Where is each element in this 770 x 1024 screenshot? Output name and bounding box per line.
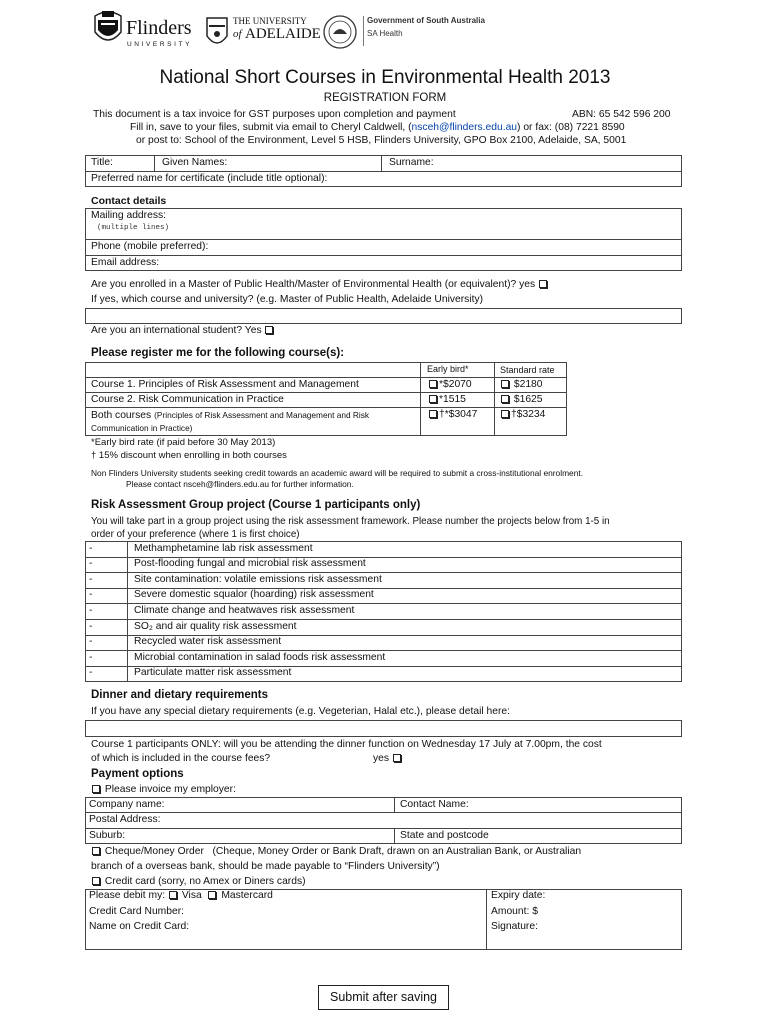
- course-1-early-checkbox[interactable]: [429, 380, 437, 388]
- project-rank-input[interactable]: -: [89, 573, 93, 585]
- state-postcode-field[interactable]: State and postcode: [400, 830, 489, 841]
- sa-gov-line2: SA Health: [367, 29, 403, 38]
- sa-gov-line1: Government of South Australia: [367, 16, 485, 25]
- cheque-checkbox[interactable]: [92, 847, 100, 855]
- dinner-question-line2: of which is included in the course fees?: [91, 753, 271, 764]
- both-courses-early-price: †*$3047: [439, 409, 478, 420]
- project-intro-line2: order of your preference (where 1 is first choice): [91, 529, 300, 540]
- submit-instructions-suffix: ) or fax: (08) 7221 8590: [517, 122, 625, 133]
- non-flinders-note: Non Flinders University students seeking credit towards an academic award will be required to submit a cross-institutional enrolment.: [91, 468, 584, 478]
- project-rank-input[interactable]: -: [89, 651, 93, 663]
- debit-label: Please debit my:: [89, 890, 166, 901]
- masters-followup: If yes, which course and university? (e.g. Master of Public Health, Adelaide University): [91, 294, 484, 305]
- project-name: Severe domestic squalor (hoarding) risk assessment: [134, 589, 374, 601]
- given-names-field[interactable]: Given Names:: [162, 157, 228, 168]
- course-2-standard-option[interactable]: [500, 394, 543, 405]
- course-1-standard-price: $2180: [513, 379, 543, 390]
- card-number-field[interactable]: Credit Card Number:: [89, 906, 184, 917]
- project-rank-input[interactable]: -: [89, 558, 93, 570]
- page-title: National Short Courses in Environmental Health 2013: [159, 67, 611, 88]
- title-field[interactable]: Title:: [91, 157, 113, 168]
- both-courses-early-option[interactable]: [428, 409, 477, 420]
- standard-rate-header: Standard rate: [500, 365, 555, 375]
- submit-instructions-prefix: Fill in, save to your files, submit via email to Cheryl Caldwell, (: [130, 122, 412, 133]
- project-name: Recycled water risk assessment: [134, 636, 282, 648]
- course-university-input[interactable]: [85, 308, 682, 324]
- both-courses-label: [91, 409, 416, 434]
- employer-table: [85, 797, 682, 844]
- project-rank-input[interactable]: -: [89, 667, 93, 679]
- course-2-standard-checkbox[interactable]: [501, 395, 509, 403]
- expiry-date-field[interactable]: Expiry date:: [491, 890, 546, 901]
- project-rank-input[interactable]: -: [89, 542, 93, 554]
- project-name: Methamphetamine lab risk assessment: [134, 542, 313, 554]
- adelaide-logo: [205, 14, 321, 52]
- course-2-early-price: *1515: [439, 394, 466, 405]
- dinner-yes-option[interactable]: [373, 753, 403, 764]
- cheque-label: Cheque/Money Order: [104, 846, 204, 857]
- masters-question-text: Are you enrolled in a Master of Public Health/Master of Environmental Health (or equivalent)? yes: [91, 279, 536, 290]
- submit-instructions: [130, 122, 625, 133]
- contact-note: Please contact nsceh@flinders.edu.au for further information.: [126, 479, 354, 489]
- course-2-early-option[interactable]: [428, 394, 466, 405]
- international-question: [91, 325, 275, 336]
- course-1-early-option[interactable]: [428, 379, 472, 390]
- credit-card-label: Credit card (sorry, no Amex or Diners cards): [104, 876, 306, 887]
- masters-question: [91, 279, 549, 290]
- dinner-yes-checkbox[interactable]: [393, 754, 401, 762]
- both-courses-standard-price: †$3234: [511, 409, 546, 420]
- contact-name-field[interactable]: Contact Name:: [400, 799, 469, 810]
- sa-government-logo: [322, 14, 492, 52]
- visa-label: Visa: [181, 890, 202, 901]
- abn-text: ABN: 65 542 596 200: [572, 109, 671, 120]
- tax-invoice-text: This document is a tax invoice for GST purposes upon completion and payment: [93, 109, 456, 120]
- phone-field[interactable]: Phone (mobile preferred):: [91, 241, 209, 252]
- email-address-field[interactable]: Email address:: [91, 257, 160, 268]
- both-courses-detail: (Principles of Risk Assessment and Management and Risk Communication in Practice): [91, 410, 370, 433]
- both-courses-standard-option[interactable]: [500, 409, 545, 420]
- dietary-question: If you have any special dietary requirements (e.g. Vegeterian, Halal etc.), please detail here:: [91, 706, 510, 717]
- discount-note: † 15% discount when enrolling in both courses: [91, 450, 287, 461]
- flinders-logo-sub: UNIVERSITY: [127, 41, 193, 48]
- dinner-yes-label: yes: [373, 753, 390, 764]
- debit-card-type: [89, 890, 273, 901]
- amount-field[interactable]: Amount: $: [491, 906, 538, 917]
- project-rank-input[interactable]: -: [89, 620, 93, 632]
- postal-address-field[interactable]: Postal Address:: [89, 814, 161, 825]
- project-name: SO₂ and air quality risk assessment: [134, 620, 297, 632]
- sa-government-seal-icon: [322, 14, 358, 50]
- mailing-address-field[interactable]: Mailing address:: [91, 210, 166, 221]
- visa-checkbox[interactable]: [169, 891, 177, 899]
- form-subtitle: REGISTRATION FORM: [323, 92, 447, 104]
- international-question-text: Are you an international student? Yes: [91, 325, 262, 336]
- masters-yes-checkbox[interactable]: [539, 280, 547, 288]
- adelaide-logo-line1: THE UNIVERSITY: [233, 16, 307, 26]
- project-name: Microbial contamination in salad foods risk assessment: [134, 651, 386, 663]
- course-1-label: Course 1. Principles of Risk Assessment and Management: [91, 379, 359, 390]
- adelaide-logo-line2: ADELAIDE: [245, 26, 321, 42]
- course-2-early-checkbox[interactable]: [429, 395, 437, 403]
- signature-field[interactable]: Signature:: [491, 921, 538, 932]
- both-courses-name: Both courses: [91, 410, 152, 421]
- project-rank-input[interactable]: -: [89, 604, 93, 616]
- project-name: Particulate matter risk assessment: [134, 667, 292, 679]
- course-2-standard-price: $1625: [513, 394, 543, 405]
- company-name-field[interactable]: Company name:: [89, 799, 165, 810]
- cheque-detail-line2: branch of a overseas bank, should be made payable to “Flinders University”): [91, 861, 440, 872]
- project-intro-line1: You will take part in a group project using the risk assessment framework. Please number the projects below from 1-5 in: [91, 516, 610, 527]
- project-rank-input[interactable]: -: [89, 636, 93, 648]
- project-heading: Risk Assessment Group project (Course 1 participants only): [91, 499, 421, 511]
- mastercard-label: Mastercard: [221, 890, 273, 901]
- international-yes-checkbox[interactable]: [265, 326, 273, 334]
- early-bird-note: *Early bird rate (if paid before 30 May 2013): [91, 437, 276, 448]
- contact-heading: Contact details: [91, 195, 167, 207]
- preferred-name-field[interactable]: Preferred name for certificate (include title optional):: [91, 173, 328, 184]
- courses-heading: Please register me for the following course(s):: [91, 347, 345, 359]
- submit-button[interactable]: Submit after saving: [318, 985, 449, 1010]
- credit-card-checkbox[interactable]: [92, 877, 100, 885]
- flinders-crest-icon: [92, 8, 124, 52]
- mastercard-checkbox[interactable]: [208, 891, 216, 899]
- mailing-address-hint: (multiple lines): [97, 224, 170, 232]
- suburb-field[interactable]: Suburb:: [89, 830, 126, 841]
- adelaide-crest-icon: [205, 16, 229, 50]
- postal-instructions: or post to: School of the Environment, Level 5 HSB, Flinders University, GPO Box 2100, Adelaide, SA, 5001: [136, 135, 627, 146]
- course-1-early-price: *$2070: [439, 379, 472, 390]
- invoice-employer-label: Please invoice my employer:: [104, 784, 236, 795]
- invoice-employer-checkbox[interactable]: [92, 785, 100, 793]
- project-rank-input[interactable]: -: [89, 589, 93, 601]
- name-on-card-field[interactable]: Name on Credit Card:: [89, 921, 190, 932]
- credit-card-option[interactable]: [91, 876, 306, 887]
- course-1-standard-checkbox[interactable]: [501, 380, 509, 388]
- flinders-logo-text: Flinders: [126, 17, 192, 39]
- project-name: Site contamination: volatile emissions risk assessment: [134, 573, 382, 585]
- dietary-input[interactable]: [85, 720, 682, 737]
- email-link[interactable]: nsceh@flinders.edu.au: [411, 122, 518, 133]
- invoice-employer-option[interactable]: [91, 784, 236, 795]
- flinders-logo: [92, 8, 192, 56]
- cheque-option[interactable]: [91, 846, 581, 857]
- both-courses-standard-checkbox[interactable]: [501, 410, 509, 418]
- dinner-heading: Dinner and dietary requirements: [91, 689, 269, 701]
- adelaide-logo-of: of: [233, 28, 242, 40]
- surname-field[interactable]: Surname:: [389, 157, 434, 168]
- project-name: Climate change and heatwaves risk assessment: [134, 604, 355, 616]
- payment-heading: Payment options: [91, 768, 184, 780]
- project-name: Post-flooding fungal and microbial risk assessment: [134, 558, 366, 570]
- course-1-standard-option[interactable]: [500, 379, 543, 390]
- both-courses-early-checkbox[interactable]: [429, 410, 437, 418]
- cheque-detail: (Cheque, Money Order or Bank Draft, drawn on an Australian Bank, or Australian: [212, 846, 582, 857]
- early-bird-header: Early bird*: [427, 364, 469, 374]
- course-2-label: Course 2. Risk Communication in Practice: [91, 394, 284, 405]
- dinner-question-line1: Course 1 participants ONLY: will you be attending the dinner function on Wednesday 17 July at 7.00pm, the cost: [91, 739, 602, 750]
